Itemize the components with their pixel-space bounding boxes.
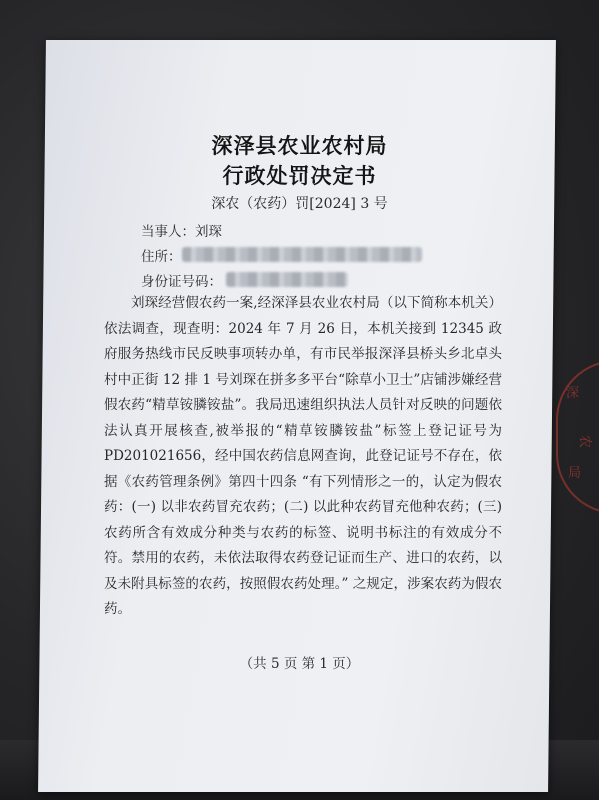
redacted-id-number xyxy=(226,272,348,287)
document-title-type: 行政处罚决定书 xyxy=(222,164,377,188)
seal-char: 农 xyxy=(577,434,593,449)
seal-char: 深 xyxy=(566,386,580,401)
official-seal xyxy=(556,360,599,514)
id-number-field: 身份证号码： xyxy=(141,274,222,290)
document-body: 刘琛经营假农药一案,经深泽县农业农村局（以下简称本机关）依法调查，现查明：2024 年 7 月 26 日，本机关接到 12345 政府服务热线市民反映事项转办单，有市民举报深泽县桥头乡北卓头村中正街 12 排 1 号刘琛在拼多多平台“除草小卫士”店铺涉嫌经营假农药“精草铵膦铵盐”。我局迅速组织执法人员针对反映的问题依法认真开展核查,被举报的“精草铵膦铵盐”标签上登记证号为 PD201021656，经中国农药信息网查询，此登记证号不存在，依据《农药管理条例》第四十四条 “有下列情形之一的，认定为假农药：(一) 以非农药冒充农药；(二) 以此种农药冒充他种农药；(三) 农药所含有效成分种类与农药的标签、说明书标注的有效成分不符。禁用的农药，未依法取得农药登记证而生产、进口的农药，以及未附具标签的农药，按照假农药处理。” 之规定，涉案农药为假农药。 xyxy=(104,295,502,617)
party-field: 当事人：刘琛 xyxy=(141,224,222,240)
document-title-agency: 深泽县农业农村局 xyxy=(211,134,388,158)
document-number: 深农（农药）罚[2024] 3 号 xyxy=(211,196,388,212)
page-footer: （共 5 页 第 1 页） xyxy=(239,656,360,672)
address-field: 住所： xyxy=(141,249,182,265)
redacted-address xyxy=(182,247,422,262)
seal-char: 局 xyxy=(568,466,582,481)
